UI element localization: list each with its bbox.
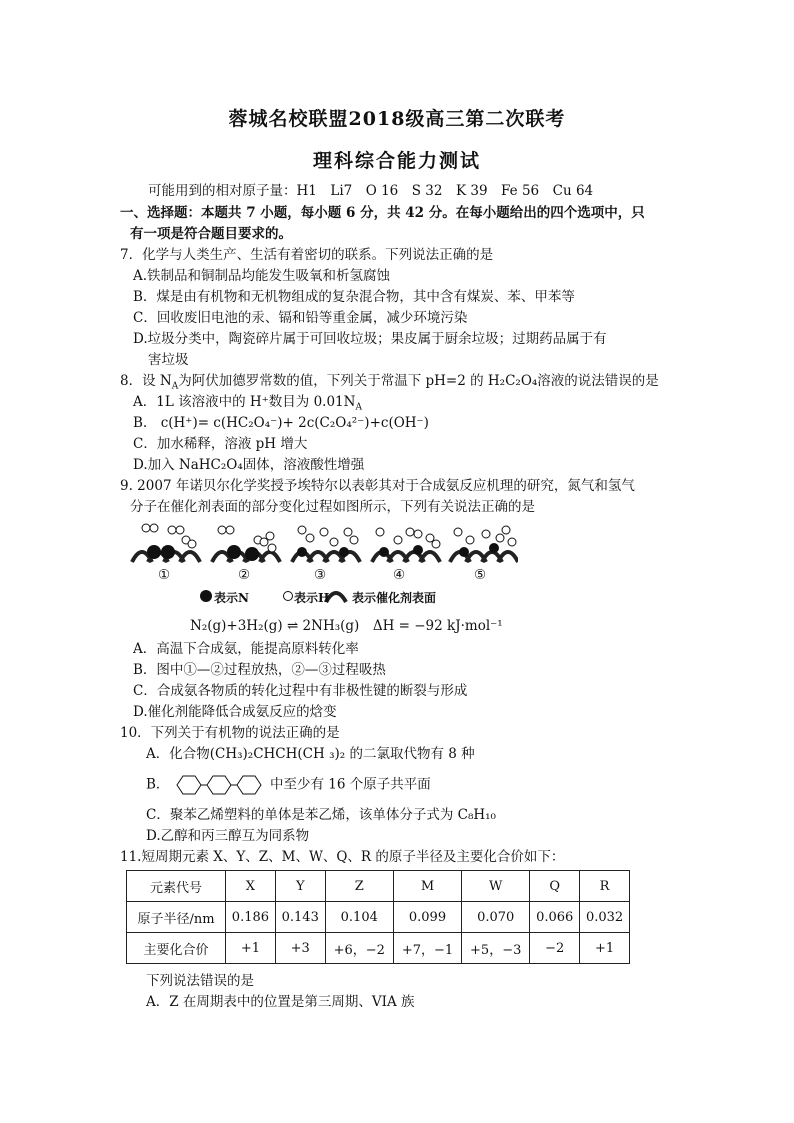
table-cell: 0.070 [462,902,530,933]
q10-option-b: B． 中至少有 16 个原子共平面 [146,774,431,796]
q7-stem: 7．化学与人类生产、生活有着密切的联系。下列说法正确的是 [120,247,494,263]
legend-n-label: 表示N [214,591,249,605]
table-cell: M [393,871,461,902]
q11-stem: 11.短周期元素 X、Y、Z、M、W、Q、R 的原子半径及主要化合价如下： [120,849,565,865]
table-cell: 0.032 [580,902,630,933]
table-cell: +7，−1 [393,933,461,964]
panel-1 [132,524,200,562]
step-label-4: ④ [393,567,406,583]
page-subtitle: 理科综合能力测试 [312,150,481,172]
table-cell: W [462,871,530,902]
panel-4 [372,528,440,562]
q9-option-d: D.催化剂能降低合成氨反应的焓变 [133,704,337,720]
table-cell: 0.186 [226,902,276,933]
table-cell: +1 [580,933,630,964]
page-title: 蓉城名校联盟2018级高三第二次联考 [228,108,566,130]
step-label-5: ⑤ [474,567,487,583]
q10-option-d: D.乙醇和丙三醇互为同系物 [146,828,310,844]
section-heading: 一、选择题：本题共 7 小题，每小题 6 分，共 42 分。在每小题给出的四个选项中，只 [120,205,645,221]
q7-option-b: B．煤是由有机物和无机物组成的复杂混合物，其中含有煤炭、苯、甲苯等 [133,289,575,305]
table-cell: −2 [530,933,580,964]
table-cell: +3 [275,933,325,964]
legend-catalyst-label: 表示催化剂表面 [352,591,437,605]
table-cell: 元素代号 [127,871,226,902]
table-cell: X [226,871,276,902]
table-cell: +1 [226,933,276,964]
table-cell: +6，−2 [325,933,393,964]
q10-stem: 10．下列关于有机物的说法正确的是 [120,725,340,741]
section-heading-cont: 有一项是符合题目要求的。 [130,226,292,242]
legend-h-icon [284,592,293,601]
q8-option-b: B. c(H⁺)= c(HC₂O₄⁻)+ 2c(C₂O₄²⁻)+c(OH⁻) [133,415,429,431]
table-cell: R [580,871,630,902]
q10-option-a: A．化合物(CH₃)₂CHCH(CH ₃)₂ 的二氯取代物有 8 种 [146,746,475,762]
q8-option-a: A．1L 该溶液中的 H⁺数目为 $0.01N_A$ [133,394,362,413]
element-table [126,870,630,964]
q7-option-d: D.垃圾分类中，陶瓷碎片属于可回收垃圾；果皮属于厨余垃圾；过期药品属于有 [133,331,607,347]
panel-2 [212,526,280,562]
q8-option-d: D.加入 NaHC₂O₄固体，溶液酸性增强 [133,457,365,473]
q7-option-a: A.铁制品和铜制品均能发生吸氧和析氢腐蚀 [133,268,391,284]
q11-option-a: A．Z 在周期表中的位置是第三周期、VIA 族 [146,994,415,1010]
q9-option-c: C．合成氨各物质的转化过程中有非极性键的断裂与形成 [133,683,468,699]
q9-option-b: B．图中①—②过程放热，②—③过程吸热 [133,662,386,678]
step-label-3: ③ [314,567,327,583]
q9-option-a: A．高温下合成氨，能提高原料转化率 [133,641,359,657]
q9-stem-cont: 分子在催化剂表面的部分变化过程如图所示，下列有关说法正确的是 [130,499,535,515]
atomic-masses: 可能用到的相对原子量：H1 Li7 O 16 S 32 K 39 Fe 56 Cu 64 [148,183,594,199]
table-row [127,933,630,964]
table-cell: Q [530,871,580,902]
q10-option-c: C．聚苯乙烯塑料的单体是苯乙烯，该单体分子式为 C₈H₁₀ [146,807,496,823]
legend-h-label: 表示H [294,591,330,605]
table-header-row [127,871,630,902]
legend-n-icon [200,590,212,602]
table-cell: +5，−3 [462,933,530,964]
step-label-1: ① [158,567,171,583]
q9-equation: N₂(g)+3H₂(g) ⇌ 2NH₃(g) ΔH = −92 kJ·mol⁻¹ [190,618,503,634]
table-cell: 0.143 [275,902,325,933]
table-row [127,902,630,933]
q7-option-d-cont: 害垃圾 [148,352,189,368]
step-label-2: ② [238,567,251,583]
q8-option-c: C．加水稀释，溶液 pH 增大 [133,436,308,452]
q8-stem: 8．设 $N_A$为阿伏加德罗常数的值，下列关于常温下 pH=2 的 H₂C₂O₄溶液的说法错误的是 [120,373,659,392]
table-cell: 0.099 [393,902,461,933]
q7-option-c: C．回收废旧电池的汞、镉和铅等重金属，减少环境污染 [133,310,468,326]
panel-5 [450,526,518,562]
table-cell: 主要化合价 [127,933,226,964]
table-cell: 原子半径/nm [127,902,226,933]
table-cell: Y [275,871,325,902]
table-cell: 0.104 [325,902,393,933]
table-cell: Z [325,871,393,902]
q9-stem: 9. 2007 年诺贝尔化学奖授予埃特尔以表彰其对于合成氨反应机理的研究，氮气和氢气 [120,478,635,494]
panel-3 [292,526,360,562]
q11-follow: 下列说法错误的是 [146,973,254,989]
terphenyl-structure [174,774,266,796]
table-cell: 0.066 [530,902,580,933]
